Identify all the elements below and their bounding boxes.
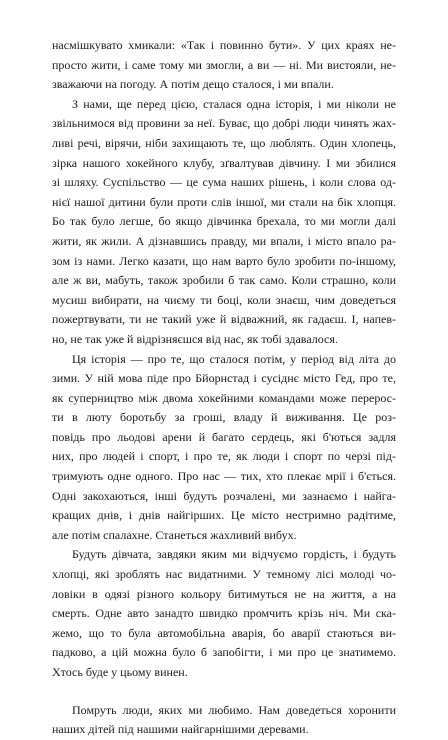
paragraph [52,701,396,740]
text-line: мусиш вибирати, на чиєму ти боці, коли знаєш, чим доведеться [52,292,396,307]
text-line: зважаючи на погоду. А потім дещо сталося, і ми впали. [52,77,334,92]
text-line: повідь про льодові арени й багато сердець, які б'ються задля [52,429,396,444]
text-line: як суперництво між двома хокейними командами може перерос- [52,390,396,405]
text-line: тримують одне одного. Про нас — тих, хто плекає мрії і б'ється. [52,469,396,484]
text-line: але ж ви, мабуть, також зробили б так само. Коли страшно, коли [52,273,396,288]
text-line: зом із нами. Легко казати, що нам варто було зробити по-іншому, [52,253,396,268]
text-line: пожертвувати, ти не такий уже й відважний, як гадаєш. І, напев- [52,312,396,327]
paragraph [52,545,396,682]
paragraph [52,350,396,546]
text-line: жити, як жили. А дізнавшись правду, ми впали, і місто впало ра- [52,233,396,248]
text-line: З нами, ще перед цією, сталася одна історія, і ми ніколи не [72,96,396,111]
text-line: кращих днів, і днів найгірших. Це місто нестримно радітиме, [52,508,396,523]
text-line: наших дітей під нашими найгарнішими деревами. [52,722,309,737]
text-line: зими. У ній мова піде про Бйорнстад і сусіднє місто Гед, про те, [52,371,396,386]
text-line: Хтось буде у цьому винен. [52,665,188,679]
text-line: хлопці, які зроблять нас видатними. У темному лісі молоді чо- [52,567,396,582]
section-gap [52,683,396,701]
text-line: насмішкувато хмикали: «Так і повинно бути». У цих краях не- [52,38,396,52]
text-line: Помруть люди, яких ми любимо. Нам доведеться хоронити [72,702,396,717]
paragraph [52,36,396,95]
text-line: ловіки в одязі різного кольору битимуться не на життя, а на [52,586,396,601]
text-line: нієї нашої дитини були проти слів іншої, ми стали на бік хлопця. [52,194,396,209]
paragraph [52,95,396,350]
text-line: зірка нашого хокейного клубу, зґвалтував дівчину. І ми збилися [52,155,396,170]
page-text [52,36,396,740]
text-line: ливі речі, вірячи, ніби захищають те, що люблять. Один хлопець, [52,135,396,150]
text-line: Бо так було легше, бо якщо дівчинка брехала, то ми могли далі [52,214,396,229]
text-line: но, не так уже й відрізняєшся від нас, як тобі здавалося. [52,331,338,346]
text-line: звільнимося від провини за неї. Буває, що добрі люди чинять жах- [52,116,396,131]
text-line: але потім спалахне. Станеться жахливий вибух. [52,527,297,542]
text-line: падково, а цій можна було б запобігти, і ми про це знатимемо. [52,645,396,660]
text-line: Ця історія — про те, що сталося потім, у період від літа до [72,351,396,366]
text-line: жемо, що то була автомобільна аварія, бо аварії стаються ви- [52,625,396,640]
text-line: смерть. Одне авто занадто швидко промчить крізь ніч. Ми ска- [52,606,396,621]
text-line: ти в люту боротьбу за гроші, владу й виживання. Це роз- [52,410,396,425]
text-line: зі шляху. Суспільство — це сума наших рішень, і коли слова од- [52,175,396,190]
text-line: них, про людей і спорт, і про те, як люди і спорт по черзі під- [52,449,396,464]
text-line: Одні закохаються, інші будуть розчалені, ми зазнаємо і найга- [52,488,396,503]
text-line: Будуть дівчата, завдяки яким ми відчуємо гордість, і будуть [72,547,396,562]
text-line: просто жити, і саме тому ми змогли, а ви — ні. Ми вистояли, не- [52,57,396,72]
